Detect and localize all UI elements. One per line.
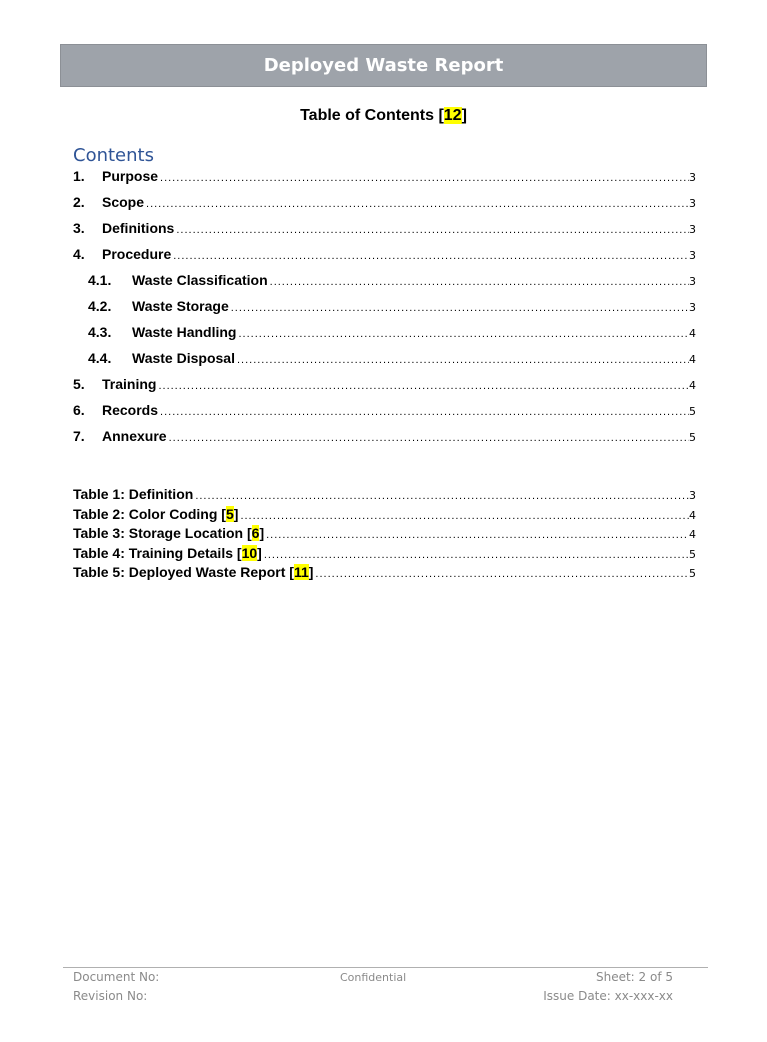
toc-entry-page: 5 (689, 431, 696, 444)
toc-entry-label: Waste Classification (132, 272, 268, 288)
toc-entry-procedure[interactable] (73, 246, 696, 272)
table-entry-page: 5 (689, 567, 696, 580)
table-entry-storage-location[interactable] (73, 525, 696, 545)
toc-entry-label: Annexure (102, 428, 167, 444)
toc-entry-label: Waste Handling (132, 324, 237, 340)
toc-entry-label: Records (102, 402, 159, 418)
footer-document-no: Document No: (73, 970, 160, 984)
toc-entry-waste-handling[interactable] (73, 324, 696, 350)
toc-entry-label: Definitions (102, 220, 175, 236)
report-title-bar (60, 44, 707, 87)
toc-leader-dots (239, 328, 690, 340)
toc-entry-label: Waste Disposal (132, 350, 235, 366)
toc-entry-number: 3. (73, 220, 85, 236)
table-entry-close: ] (233, 505, 239, 522)
table-entry-page: 4 (689, 528, 696, 541)
toc-leader-dots (270, 276, 689, 288)
toc-leader-dots (231, 302, 689, 314)
toc-entry-records[interactable] (73, 402, 696, 428)
table-entry-deployed-waste-report[interactable] (73, 564, 696, 584)
toc-list (73, 168, 696, 454)
footer-divider (63, 967, 708, 968)
table-entry-page: 4 (689, 508, 696, 522)
toc-entry-waste-disposal[interactable] (73, 350, 696, 376)
table-entry-color-coding[interactable] (73, 506, 696, 526)
toc-leader-dots (160, 406, 689, 418)
toc-entry-page: 4 (689, 353, 696, 366)
toc-entry-number: 4.4. (88, 350, 112, 366)
table-entry-label (73, 525, 264, 541)
footer-issue-date: Issue Date: xx-xxx-xx (543, 989, 673, 1003)
toc-entry-waste-storage[interactable] (73, 298, 696, 324)
toc-leader-dots (237, 354, 689, 366)
toc-entry-page: 3 (689, 223, 696, 236)
table-entry-ref: 11 (293, 564, 309, 580)
table-entry-label: Table 1: Definition (73, 486, 194, 502)
contents-label: Contents (73, 145, 154, 166)
toc-entry-page: 5 (689, 405, 696, 418)
toc-leader-dots (266, 529, 689, 541)
toc-entry-number: 6. (73, 402, 85, 418)
toc-entry-page: 3 (689, 301, 696, 314)
table-entry-ref: 10 (241, 544, 258, 561)
toc-heading-close: ] (461, 107, 467, 124)
toc-entry-number: 5. (73, 376, 85, 392)
toc-entry-label: Purpose (102, 168, 159, 184)
table-entry-label (73, 506, 238, 522)
table-entry-page: 5 (689, 547, 696, 561)
table-entry-ref: 5 (225, 505, 234, 522)
toc-leader-dots (240, 510, 689, 522)
toc-entry-number: 4.3. (88, 324, 112, 340)
toc-entry-label: Training (102, 376, 157, 392)
toc-leader-dots (173, 250, 689, 262)
table-of-tables (73, 486, 696, 584)
toc-entry-label: Procedure (102, 246, 172, 262)
toc-entry-page: 4 (689, 379, 696, 392)
table-entry-label-text: Table 3: Storage Location [ (73, 525, 252, 541)
toc-entry-training[interactable] (73, 376, 696, 402)
table-entry-label-text: Table 5: Deployed Waste Report [ (73, 564, 294, 580)
toc-entry-number: 2. (73, 194, 85, 210)
toc-leader-dots (146, 198, 689, 210)
toc-entry-waste-classification[interactable] (73, 272, 696, 298)
toc-entry-number: 4. (73, 246, 85, 262)
toc-entry-page: 3 (689, 275, 696, 288)
toc-leader-dots (158, 380, 689, 392)
toc-heading-ref: 12 (443, 107, 462, 124)
toc-entry-label: Waste Storage (132, 298, 229, 314)
toc-leader-dots (315, 568, 689, 580)
toc-leader-dots (264, 549, 689, 561)
toc-heading (60, 107, 707, 125)
toc-entry-page: 3 (689, 171, 696, 184)
toc-leader-dots (195, 490, 689, 502)
table-entry-ref: 6 (251, 525, 260, 541)
table-entry-label-text: Table 4: Training Details [ (73, 544, 242, 561)
table-entry-label-text: Table 2: Color Coding [ (73, 505, 226, 522)
toc-entry-number: 7. (73, 428, 85, 444)
table-entry-definition[interactable] (73, 486, 696, 506)
toc-entry-number: 1. (73, 168, 85, 184)
toc-entry-label: Scope (102, 194, 145, 210)
toc-entry-page: 3 (689, 249, 696, 262)
toc-entry-scope[interactable] (73, 194, 696, 220)
toc-entry-number: 4.2. (88, 298, 112, 314)
table-entry-close: ] (257, 544, 262, 561)
toc-entry-page: 4 (689, 327, 696, 340)
table-entry-close: ] (308, 564, 314, 580)
report-title: Deployed Waste Report (263, 55, 504, 76)
table-entry-label (73, 564, 313, 580)
toc-leader-dots (176, 224, 689, 236)
table-entry-label (73, 545, 262, 561)
toc-entry-number: 4.1. (88, 272, 112, 288)
toc-leader-dots (169, 432, 689, 444)
footer-confidential: Confidential (340, 971, 407, 984)
toc-entry-page: 3 (689, 197, 696, 210)
table-entry-training-details[interactable] (73, 545, 696, 565)
footer-revision-no: Revision No: (73, 989, 148, 1003)
footer-sheet: Sheet: 2 of 5 (595, 970, 673, 984)
table-entry-page: 3 (689, 489, 696, 502)
toc-entry-purpose[interactable] (73, 168, 696, 194)
toc-heading-text: Table of Contents [ (300, 107, 444, 124)
toc-entry-definitions[interactable] (73, 220, 696, 246)
toc-entry-annexure[interactable] (73, 428, 696, 454)
table-entry-close: ] (259, 525, 265, 541)
toc-leader-dots (160, 172, 689, 184)
